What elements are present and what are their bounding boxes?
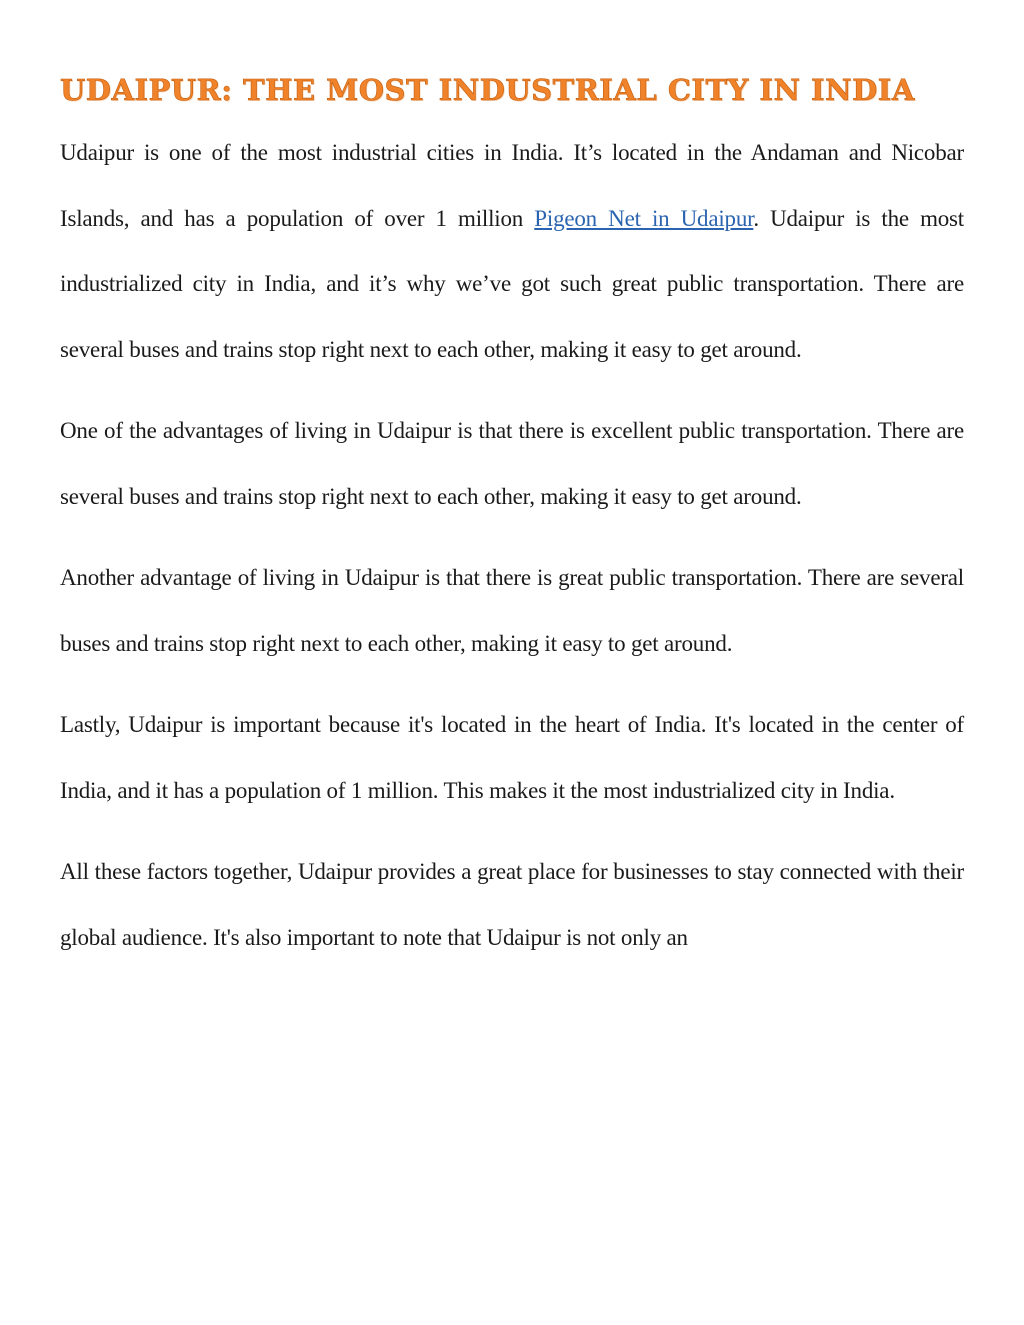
paragraph-5: All these factors together, Udaipur provides a great place for businesses to stay connected with their global audience. It's also important to note that Udaipur is not only an	[60, 859, 964, 950]
page-title: UDAIPUR: THE MOST INDUSTRIAL CITY IN INDIA	[60, 73, 915, 107]
paragraph-4: Lastly, Udaipur is important because it's located in the heart of India. It's located in the center of India, and it has a population of 1 million. This makes it the most industrialized city in India.	[60, 712, 964, 803]
document-page	[60, 68, 964, 986]
paragraph-1-text-end: . Udaipur is the most industrialized city in India, and it’s why we’ve got such great public transportation. There are several buses and trains stop right next to each other, making it easy to get around.	[60, 205, 964, 362]
paragraph-1	[60, 120, 964, 382]
paragraph-3: Another advantage of living in Udaipur is that there is great public transportation. There are several buses and trains stop right next to each other, making it easy to get around.	[60, 565, 964, 656]
pigeon-net-link[interactable]: Pigeon Net in Udaipur	[534, 205, 754, 231]
paragraph-1-text-start: Udaipur is one of the most industrial cities in India. It’s located in the Andaman and Nicobar Islands, and has a population of over 1 million	[60, 140, 964, 231]
paragraph-2: One of the advantages of living in Udaipur is that there is excellent public transportation. There are several buses and trains stop right next to each other, making it easy to get around.	[60, 418, 964, 509]
